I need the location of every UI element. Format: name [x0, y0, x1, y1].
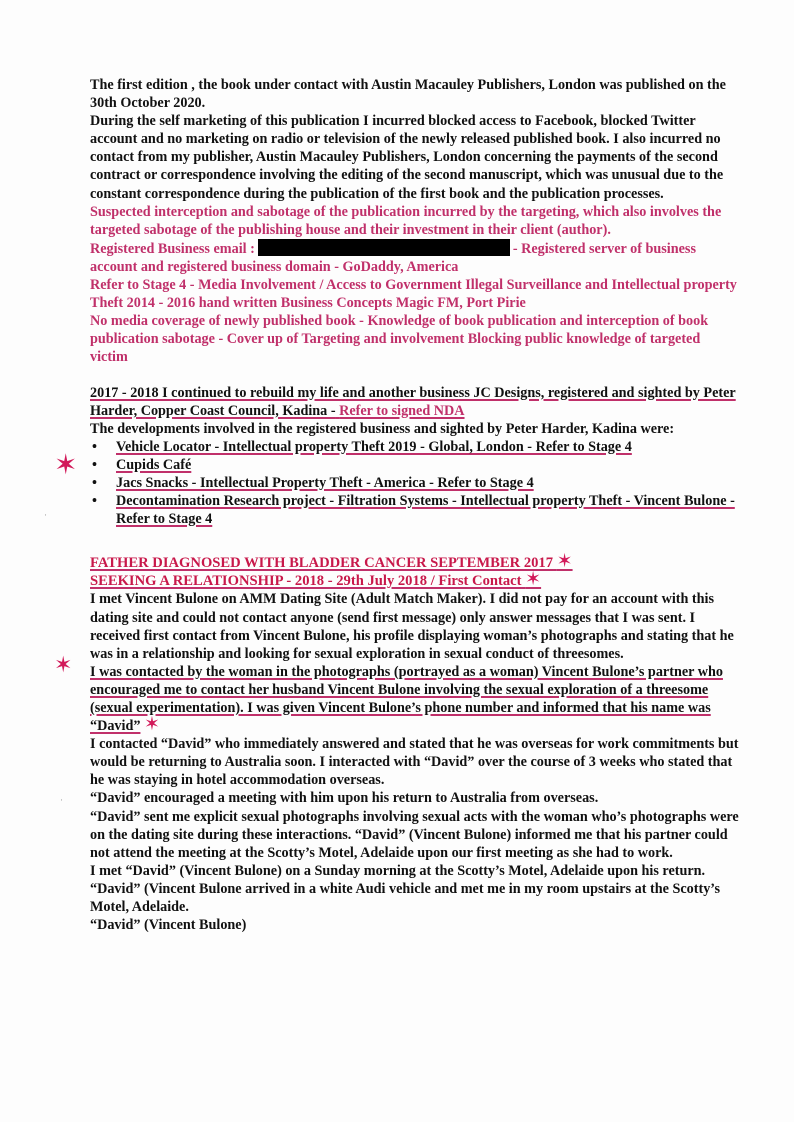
- paragraph-body-7: “David” (Vincent Bulone): [90, 917, 247, 934]
- jc-designs-text: 2017 - 2018 I continued to rebuild my life and another business JC Designs, registered and sighted by Peter Harder, Copper Coast Council, Kadina -: [90, 384, 736, 419]
- heading-father-text: FATHER DIAGNOSED WITH BLADDER CANCER SEPTEMBER 2017: [90, 555, 554, 572]
- heading-father-diagnosed: [90, 551, 740, 573]
- paragraph-developments-intro: The developments involved in the registered business and sighted by Peter Harder, Kadina were:: [90, 420, 675, 437]
- heading-seeking-text: SEEKING A RELATIONSHIP - 2018 - 29th July 2018 / First Contact: [90, 573, 522, 590]
- email-description: - Registered server of business account and registered business domain - GoDaddy, America: [90, 240, 696, 275]
- paragraph-suspected-interception: Suspected interception and sabotage of the publication incurred by the targeting, which also involves the targeted sabotage of the publishing house and their investment in their client (author).: [90, 203, 722, 238]
- list-item: [90, 474, 740, 492]
- paragraph-registered-email: [90, 239, 740, 276]
- development-item-text: Cupids Café: [116, 456, 192, 473]
- paragraph-body-6: I met “David” (Vincent Bulone) on a Sunday morning at the Scotty’s Motel, Adelaide upon his return. “David” (Vincent Bulone arrived in a white Audi vehicle and met me in my room upstairs at the Scotty’s Motel, Adelaide.: [90, 862, 721, 916]
- development-item-text: Vehicle Locator - Intellectual property Theft 2019 - Global, London - Refer to Stage 4: [116, 438, 632, 455]
- redacted-email-bar: [258, 239, 510, 256]
- list-item: [90, 438, 740, 456]
- body-2-text: I was contacted by the woman in the photographs (portrayed as a woman) Vincent Bulone’s partner who encouraged me to contact her husband Vincent Bulone involving the sexual exploration of a threesome (sexual experimentation). I was given Vincent Bulone’s phone number and informed that his name was “David”: [90, 663, 723, 735]
- jc-designs-nda-ref: Refer to signed NDA: [339, 402, 465, 419]
- star-icon: ✶: [525, 569, 542, 591]
- spacer: [90, 528, 740, 554]
- paragraph-no-media-coverage: No media coverage of newly published book - Knowledge of book publication and interception of book publication sabotage - Cover up of Targeting and involvement Blocking public knowledge of targeted victim: [90, 313, 709, 366]
- document-body: [90, 76, 740, 934]
- list-item: [90, 456, 740, 474]
- development-item-text: Decontamination Research project - Filtration Systems - Intellectual property Theft - Vincent Bulone - Refer to Stage 4: [116, 493, 735, 528]
- paragraph-self-marketing: During the self marketing of this publication I incurred blocked access to Facebook, blocked Twitter account and no marketing on radio or television of the newly released published book. I also incurred no contact from my publisher, Austin Macauley Publishers, London concerning the payments of the second contract or correspondence involving the editing of the second manuscript, which was unusual due to the constant correspondence during the publication of the first book and the publication processes.: [90, 113, 724, 202]
- star-icon: ✶: [556, 551, 573, 573]
- bullet-icon: •: [92, 474, 97, 491]
- email-label: Registered Business email :: [90, 240, 255, 257]
- bullet-icon: •: [92, 456, 97, 473]
- spacer: [90, 367, 740, 384]
- star-icon: ✶: [144, 714, 160, 736]
- paragraph-refer-stage-4: Refer to Stage 4 - Media Involvement / Access to Government Illegal Surveillance and Intellectual property Theft 2014 - 2016 hand written Business Concepts Magic FM, Port Pirie: [90, 277, 737, 312]
- bullet-icon: •: [92, 438, 97, 455]
- margin-star-mark-2: ✶: [54, 652, 73, 677]
- scan-speck: ·: [44, 510, 47, 520]
- paragraph-jc-designs: [90, 384, 740, 420]
- scan-speck: ·: [60, 795, 63, 805]
- margin-star-mark-1: ✶: [54, 450, 78, 481]
- paragraph-body-3: I contacted “David” who immediately answered and stated that he was overseas for work commitments but would be returning to Australia soon. I interacted with “David” over the course of 3 weeks who stated that he was staying in hotel accommodation overseas.: [90, 736, 739, 789]
- heading-seeking-relationship: [90, 569, 740, 591]
- list-item: [90, 492, 740, 528]
- paragraph-first-edition: The first edition , the book under contact with Austin Macauley Publishers, London was published on the 30th October 2020.: [90, 77, 726, 112]
- paragraph-body-1: I met Vincent Bulone on AMM Dating Site (Adult Match Maker). I did not pay for an account with this dating site and could not contact anyone (send first message) only answer messages that I was sent. I received first contact from Vincent Bulone, his profile displaying woman’s photographs and stating that he was in a relationship and looking for sexual exploration in sexual conduct of threesomes.: [90, 591, 734, 662]
- paragraph-body-5: “David” sent me explicit sexual photographs involving sexual acts with the woman who’s photographs were on the dating site during these interactions. “David” (Vincent Bulone) informed me that his partner could not attend the meeting at the Scotty’s Motel, Adelaide upon our first meeting as she had to work.: [90, 808, 739, 861]
- paragraph-body-2: [90, 663, 740, 735]
- paragraph-body-4: “David” encouraged a meeting with him upon his return to Australia from overseas.: [90, 790, 599, 807]
- developments-list: [90, 438, 740, 528]
- bullet-icon: •: [92, 493, 97, 510]
- development-item-text: Jacs Snacks - Intellectual Property Theft - America - Refer to Stage 4: [116, 474, 534, 491]
